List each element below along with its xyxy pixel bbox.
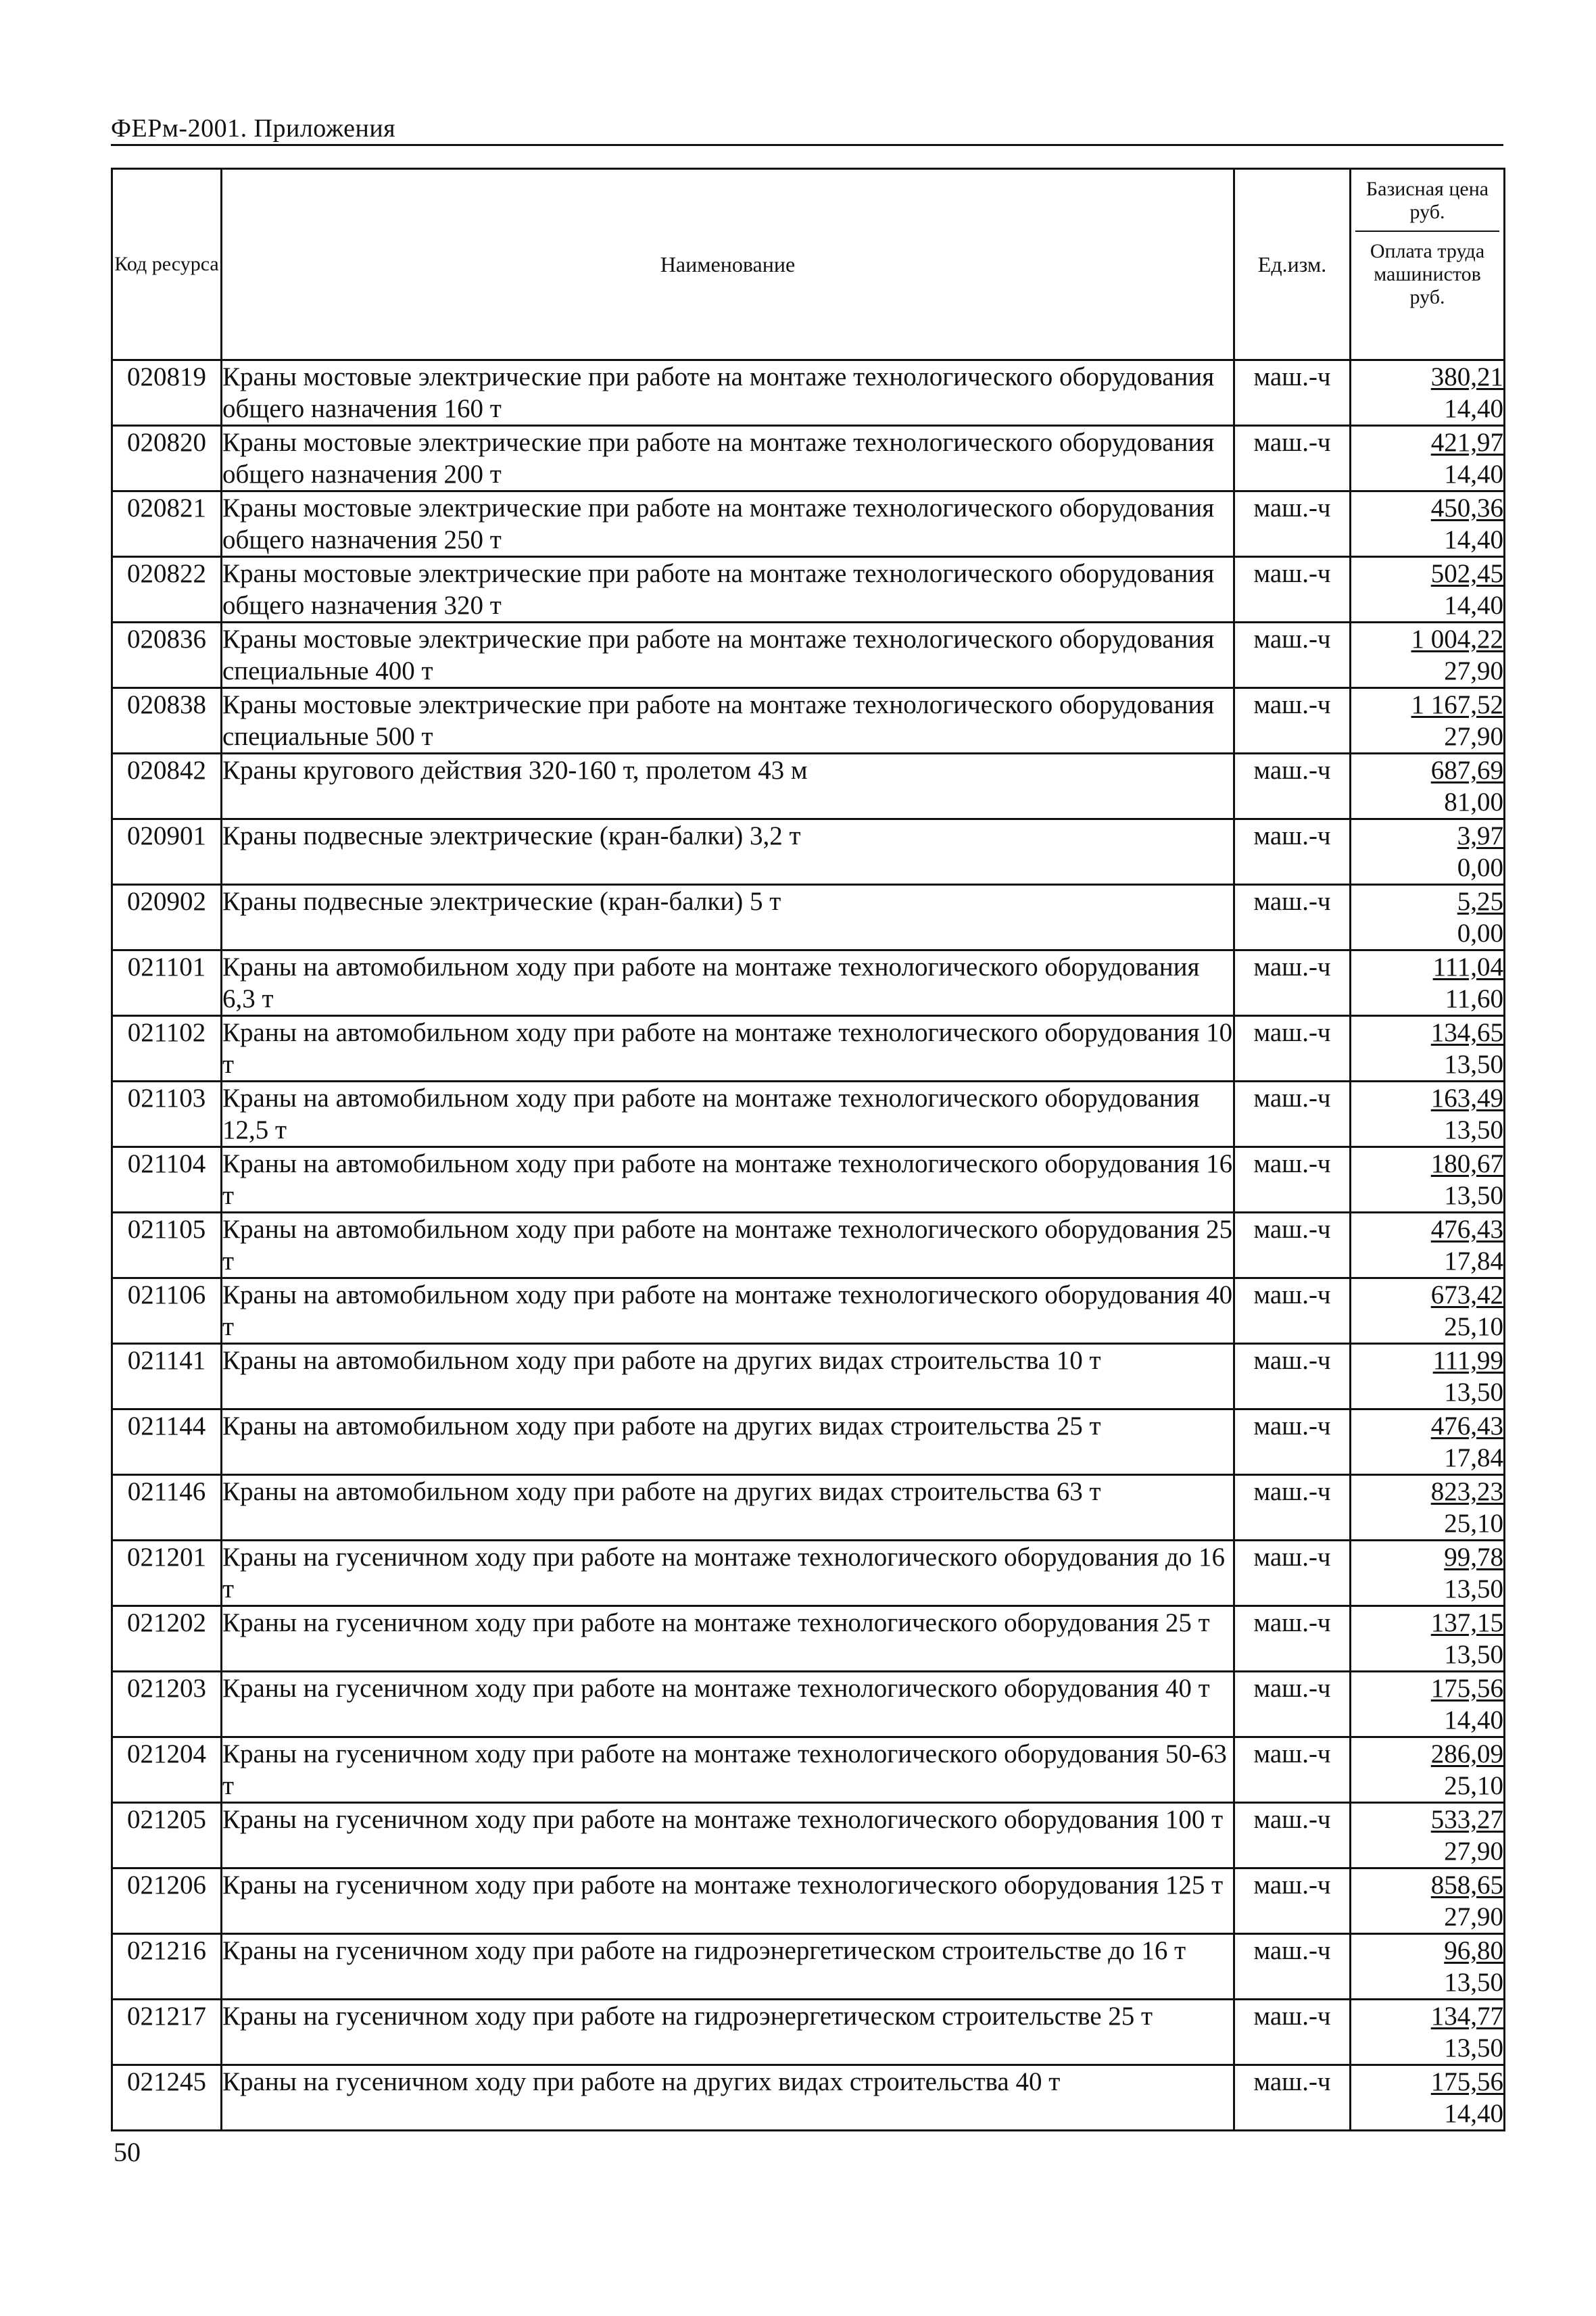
table-row [112,623,1505,688]
base-price: 99,78 [1444,1543,1503,1572]
resource-name: Краны на автомобильном ходу при работе на монтаже технологического оборудования 6,3 т [222,950,1234,1016]
resource-unit: маш.-ч [1234,2000,1351,2065]
table-row [112,1934,1505,2000]
resource-price-cell [1351,623,1505,688]
table-row [112,360,1505,426]
resource-code: 021146 [112,1475,222,1541]
resource-price-cell [1351,950,1505,1016]
resource-name: Краны подвесные электрические (кран-балки) 3,2 т [222,819,1234,885]
resource-unit: маш.-ч [1234,491,1351,557]
resource-price-cell [1351,1737,1505,1803]
resource-code: 020822 [112,557,222,623]
resource-name: Краны на гусеничном ходу при работе на монтаже технологического оборудования 125 т [222,1868,1234,1934]
resource-code: 021105 [112,1213,222,1278]
operator-wage: 14,40 [1444,394,1503,423]
resource-price-cell [1351,1672,1505,1737]
table-body [112,360,1505,2131]
resource-code: 020819 [112,360,222,426]
resource-price-cell [1351,1016,1505,1082]
page-number: 50 [114,2137,141,2167]
resource-unit: маш.-ч [1234,1868,1351,1934]
resource-code: 021206 [112,1868,222,1934]
header-rule [111,144,1503,146]
resource-unit: маш.-ч [1234,1147,1351,1213]
resource-price-cell [1351,885,1505,950]
base-price: 96,80 [1444,1936,1503,1965]
resource-unit: маш.-ч [1234,1606,1351,1672]
operator-wage: 13,50 [1444,1574,1503,1603]
table-row [112,819,1505,885]
resource-price-cell [1351,1803,1505,1868]
resource-name: Краны мостовые электрические при работе на монтаже технологического оборудования общего назначения 250 т [222,491,1234,557]
base-price: 134,65 [1430,1018,1503,1047]
resource-code: 021103 [112,1082,222,1147]
resource-unit: маш.-ч [1234,426,1351,491]
resource-price-cell [1351,1213,1505,1278]
resource-unit: маш.-ч [1234,688,1351,754]
resource-price-cell [1351,360,1505,426]
operator-wage: 25,10 [1444,1509,1503,1538]
base-price: 5,25 [1457,887,1503,916]
resource-code: 020842 [112,754,222,819]
base-price: 1 004,22 [1411,625,1503,654]
table-row [112,950,1505,1016]
resource-unit: маш.-ч [1234,754,1351,819]
operator-wage: 13,50 [1444,1115,1503,1144]
operator-wage: 13,50 [1444,1050,1503,1079]
operator-wage: 14,40 [1444,525,1503,554]
operator-wage: 27,90 [1444,1902,1503,1931]
operator-wage: 17,84 [1444,1247,1503,1276]
operator-wage: 0,00 [1457,919,1503,948]
table-row [112,688,1505,754]
operator-wage: 27,90 [1444,656,1503,685]
resource-code: 020820 [112,426,222,491]
resource-code: 021144 [112,1409,222,1475]
resource-name: Краны на гусеничном ходу при работе на гидроэнергетическом строительстве 25 т [222,2000,1234,2065]
operator-wage: 13,50 [1444,1378,1503,1407]
resource-name: Краны мостовые электрические при работе на монтаже технологического оборудования общего назначения 160 т [222,360,1234,426]
column-header-price [1351,169,1505,360]
resource-name: Краны на автомобильном ходу при работе на монтаже технологического оборудования 12,5 т [222,1082,1234,1147]
resource-unit: маш.-ч [1234,885,1351,950]
resource-name: Краны на гусеничном ходу при работе на монтаже технологического оборудования до 16 т [222,1541,1234,1606]
resource-unit: маш.-ч [1234,819,1351,885]
resource-unit: маш.-ч [1234,1803,1351,1868]
resource-name: Краны на автомобильном ходу при работе на монтаже технологического оборудования 40 т [222,1278,1234,1344]
resource-code: 021201 [112,1541,222,1606]
base-price: 286,09 [1430,1739,1503,1768]
operator-wage: 25,10 [1444,1312,1503,1341]
operator-wage: 17,84 [1444,1443,1503,1472]
resource-code: 020836 [112,623,222,688]
resource-unit: маш.-ч [1234,1737,1351,1803]
operator-wage: 14,40 [1444,1706,1503,1735]
operator-wage: 13,50 [1444,1181,1503,1210]
resource-code: 021104 [112,1147,222,1213]
base-price: 858,65 [1430,1871,1503,1900]
resource-unit: маш.-ч [1234,1082,1351,1147]
resource-name: Краны на гусеничном ходу при работе на монтаже технологического оборудования 40 т [222,1672,1234,1737]
resource-unit: маш.-ч [1234,1475,1351,1541]
table-row [112,1606,1505,1672]
base-price: 673,42 [1430,1280,1503,1309]
resource-code: 021204 [112,1737,222,1803]
resource-unit: маш.-ч [1234,1934,1351,2000]
resource-price-cell [1351,1868,1505,1934]
table-row [112,1213,1505,1278]
resource-price-cell [1351,2065,1505,2131]
running-header-title: ФЕРм-2001. Приложения [111,114,396,143]
operator-wage: 11,60 [1445,984,1503,1013]
base-price: 380,21 [1430,362,1503,391]
base-price: 163,49 [1430,1084,1503,1113]
operator-wage: 81,00 [1444,788,1503,817]
operator-wage: 27,90 [1444,722,1503,751]
resource-price-cell [1351,1409,1505,1475]
resource-price-cell [1351,557,1505,623]
operator-wage: 14,40 [1444,591,1503,620]
column-header-base-price: Базисная цена руб. [1355,170,1499,232]
base-price: 111,99 [1432,1346,1503,1375]
resource-code: 021217 [112,2000,222,2065]
operator-wage: 14,40 [1444,2099,1503,2128]
resource-name: Краны на гусеничном ходу при работе на монтаже технологического оборудования 25 т [222,1606,1234,1672]
table-row [112,1409,1505,1475]
table-row [112,1737,1505,1803]
resource-price-cell [1351,819,1505,885]
operator-wage: 27,90 [1444,1837,1503,1866]
table-row [112,426,1505,491]
base-price: 1 167,52 [1411,690,1503,719]
resource-unit: маш.-ч [1234,1016,1351,1082]
table-row [112,1672,1505,1737]
column-header-unit: Ед.изм. [1234,169,1351,360]
base-price: 476,43 [1430,1215,1503,1244]
resource-name: Краны кругового действия 320-160 т, пролетом 43 м [222,754,1234,819]
resource-name: Краны на автомобильном ходу при работе на монтаже технологического оборудования 10 т [222,1016,1234,1082]
table-header-row [112,169,1505,360]
base-price: 175,56 [1430,1674,1503,1703]
base-price: 134,77 [1430,2002,1503,2031]
table-row [112,2000,1505,2065]
resource-unit: маш.-ч [1234,1344,1351,1409]
resource-unit: маш.-ч [1234,1672,1351,1737]
resource-unit: маш.-ч [1234,623,1351,688]
resource-code: 020821 [112,491,222,557]
resource-price-cell [1351,1147,1505,1213]
base-price: 476,43 [1430,1412,1503,1441]
resource-price-cell [1351,1541,1505,1606]
resource-code: 021106 [112,1278,222,1344]
resource-name: Краны на автомобильном ходу при работе на других видах строительства 10 т [222,1344,1234,1409]
resource-code: 020901 [112,819,222,885]
table-row [112,1147,1505,1213]
table-row [112,885,1505,950]
operator-wage: 13,50 [1444,1640,1503,1669]
resource-price-cell [1351,1934,1505,2000]
resource-price-cell [1351,1344,1505,1409]
table-row [112,1278,1505,1344]
resource-name: Краны на автомобильном ходу при работе на монтаже технологического оборудования 25 т [222,1213,1234,1278]
column-header-name: Наименование [222,169,1234,360]
table-row [112,1082,1505,1147]
resource-code: 021216 [112,1934,222,2000]
base-price: 421,97 [1430,428,1503,457]
resource-name: Краны на автомобильном ходу при работе на других видах строительства 25 т [222,1409,1234,1475]
resource-name: Краны подвесные электрические (кран-балки) 5 т [222,885,1234,950]
resource-price-cell [1351,1278,1505,1344]
table-row [112,1803,1505,1868]
operator-wage: 13,50 [1444,2033,1503,2062]
base-price: 111,04 [1432,952,1503,982]
base-price: 687,69 [1430,756,1503,785]
resource-name: Краны на автомобильном ходу при работе на других видах строительства 63 т [222,1475,1234,1541]
table-row [112,1868,1505,1934]
base-price: 137,15 [1430,1608,1503,1637]
resource-name: Краны на автомобильном ходу при работе на монтаже технологического оборудования 16 т [222,1147,1234,1213]
resource-unit: маш.-ч [1234,1278,1351,1344]
table-row [112,1475,1505,1541]
resource-price-cell [1351,1606,1505,1672]
resource-price-cell [1351,491,1505,557]
resource-unit: маш.-ч [1234,557,1351,623]
resource-name: Краны мостовые электрические при работе на монтаже технологического оборудования общего назначения 200 т [222,426,1234,491]
operator-wage: 25,10 [1444,1771,1503,1800]
table-row [112,1016,1505,1082]
resource-unit: маш.-ч [1234,1409,1351,1475]
resource-name: Краны мостовые электрические при работе на монтаже технологического оборудования специальные 500 т [222,688,1234,754]
resource-unit: маш.-ч [1234,950,1351,1016]
resource-unit: маш.-ч [1234,1213,1351,1278]
table-row [112,557,1505,623]
resource-code: 020902 [112,885,222,950]
resource-price-cell [1351,1475,1505,1541]
table-row [112,491,1505,557]
resource-code: 021202 [112,1606,222,1672]
resource-code: 021141 [112,1344,222,1409]
resource-name: Краны мостовые электрические при работе на монтаже технологического оборудования общего назначения 320 т [222,557,1234,623]
base-price: 533,27 [1430,1805,1503,1834]
resource-unit: маш.-ч [1234,2065,1351,2131]
table-row [112,1344,1505,1409]
resource-code: 021245 [112,2065,222,2131]
resource-price-cell [1351,2000,1505,2065]
resource-price-cell [1351,754,1505,819]
resource-unit: маш.-ч [1234,1541,1351,1606]
resource-name: Краны на гусеничном ходу при работе на монтаже технологического оборудования 50-63 т [222,1737,1234,1803]
base-price: 175,56 [1430,2067,1503,2096]
resource-code: 021203 [112,1672,222,1737]
table-row [112,754,1505,819]
resource-table [111,168,1505,2131]
base-price: 180,67 [1430,1149,1503,1178]
base-price: 450,36 [1430,493,1503,523]
resource-code: 020838 [112,688,222,754]
column-header-operator-wage: Оплата труда машинистов руб. [1370,240,1485,308]
resource-code: 021101 [112,950,222,1016]
resource-price-cell [1351,426,1505,491]
resource-price-cell [1351,1082,1505,1147]
table-row [112,2065,1505,2131]
column-header-code: Код ресурса [112,169,222,360]
operator-wage: 13,50 [1444,1968,1503,1997]
base-price: 502,45 [1430,559,1503,588]
operator-wage: 0,00 [1457,853,1503,882]
resource-code: 021205 [112,1803,222,1868]
resource-name: Краны на гусеничном ходу при работе на других видах строительства 40 т [222,2065,1234,2131]
base-price: 3,97 [1457,821,1503,850]
resource-name: Краны на гусеничном ходу при работе на гидроэнергетическом строительстве до 16 т [222,1934,1234,2000]
resource-name: Краны мостовые электрические при работе на монтаже технологического оборудования специальные 400 т [222,623,1234,688]
resource-code: 021102 [112,1016,222,1082]
table-row [112,1541,1505,1606]
base-price: 823,23 [1430,1477,1503,1506]
operator-wage: 14,40 [1444,460,1503,489]
resource-unit: маш.-ч [1234,360,1351,426]
resource-price-cell [1351,688,1505,754]
resource-name: Краны на гусеничном ходу при работе на монтаже технологического оборудования 100 т [222,1803,1234,1868]
